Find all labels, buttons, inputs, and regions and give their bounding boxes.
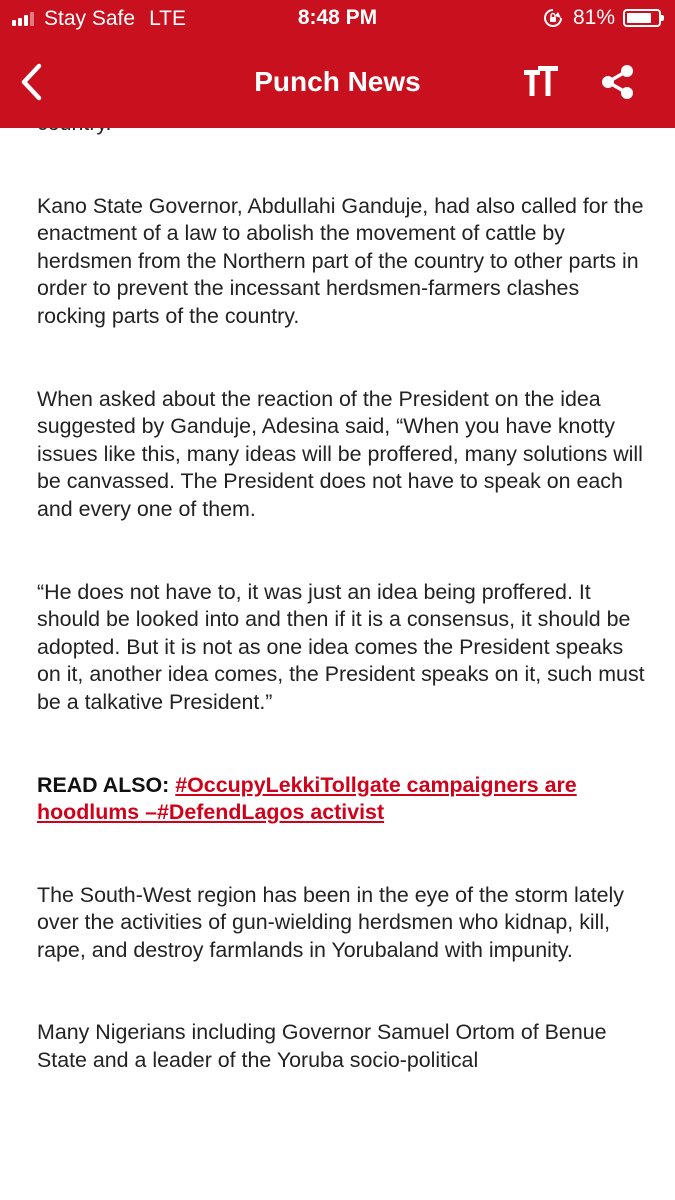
battery-icon [623, 9, 661, 27]
share-button[interactable] [598, 62, 638, 102]
status-bar [0, 0, 675, 40]
app-header [0, 0, 675, 128]
carrier-name: Stay Safe [44, 7, 136, 30]
read-also-label: READ ALSO: [37, 772, 170, 797]
article-paragraph: Kano State Governor, Abdullahi Ganduje, had also called for the enactment of a law to abolish the movement of cattle by herdsmen from the Northern part of the country to other parts in order to prevent the incessant herdsmen-farmers clashes rocking parts of the country. [37, 193, 644, 328]
article-paragraph: The South-West region has been in the eye of the storm lately over the activities of gun-wielding herdsmen who kidnap, kill, rape, and destroy farmlands in Yorubaland with impunity. [37, 882, 624, 962]
text-size-icon [520, 62, 564, 102]
article-paragraph: When asked about the reaction of the President on the idea suggested by Ganduje, Adesina said, “When you have knotty issues like this, many ideas will be proffered, many solutions will be canvassed. The President does not have to speak on each and every one of them. [37, 386, 643, 521]
page-title: Punch News [254, 66, 421, 97]
article-paragraph: “He does not have to, it was just an idea being proffered. It should be looked into and then if it is a consensus, it should be adopted. But it is not as one idea comes the President speaks on it, another idea comes, the President speaks on it, such must be a talkative President.” [37, 579, 645, 714]
status-time: 8:48 PM [297, 6, 378, 29]
nav-bar [0, 40, 675, 128]
read-also-link[interactable]: #OccupyLekkiTollgate campaigners are hoodlums –#DefendLagos activist [37, 772, 577, 825]
orientation-lock-icon [543, 8, 563, 28]
share-icon [598, 62, 638, 102]
read-also [37, 772, 647, 827]
article-paragraph: Many Nigerians including Governor Samuel Ortom of Benue State and a leader of the Yoruba socio-political [37, 1020, 607, 1073]
battery-percent: 81% [572, 6, 615, 29]
network-type: LTE [149, 7, 187, 30]
text-size-button[interactable] [520, 62, 564, 102]
article-body [37, 110, 647, 1075]
